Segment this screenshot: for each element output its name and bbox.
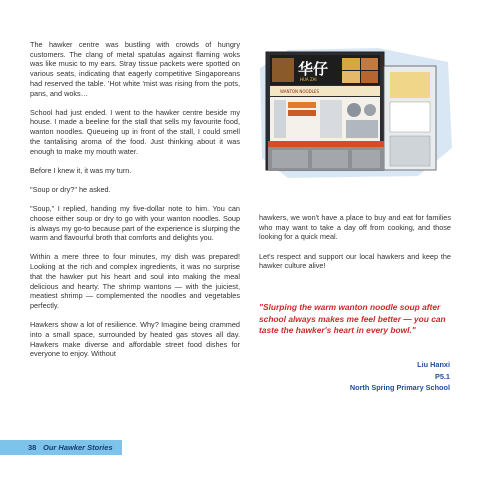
story-paragraph: Before I knew it, it was my turn.: [30, 165, 132, 175]
hawker-stall-illustration: [258, 28, 454, 180]
author-school: North Spring Primary School: [349, 383, 450, 392]
signboard-english: HUA ZAI: [300, 77, 317, 82]
author-name: Liu Hanxi: [417, 360, 450, 369]
story-paragraph: Within a mere three to four minutes, my dish was prepared! Looking at the rich and complex ingredients, it was no surprise that the hawker put his heart and soul into making the meal delicious and hearty. The shrimp wantons — with the juiciest, meatiest shrimp — complemented the noodles and vegetables perfectly.: [30, 252, 240, 310]
signboard-chinese: 华仔: [298, 60, 329, 78]
story-paragraph: Hawkers show a lot of resilience. Why? Imagine being crammed into a small space, surrounded by heated gas stoves all day. Hawkers make diverse and affordable street food dishes for everyone to enjoy. Without: [30, 320, 240, 359]
story-left-column: [30, 40, 240, 368]
story-paragraph: School had just ended. I went to the hawker centre beside my house. I made a beeline for the stall that sells my favourite food, wanton noodles. Queueing up in front of the stall, I could smell the tantalising aroma of the food. Just thinking about it was enough to make my mouth water.: [30, 107, 240, 156]
pull-quote: "Slurping the warm wanton noodle soup after school always makes me feel better — you can taste the hawker's heart in every bowl.": [259, 302, 446, 336]
story-right-column: [259, 213, 451, 281]
story-paragraph: Let's respect and support our local hawkers and keep the hawker culture alive!: [259, 251, 451, 271]
signboard-subtitle: WANTON NOODLES: [280, 89, 319, 94]
story-paragraph: "Soup," I replied, handing my five-dollar note to him. You can choose either soup or dry to go with your wanton noodles. Soup is always my go-to because part of the experience is slurping the warm and flavourful broth that comforts and delights you.: [30, 204, 240, 243]
footer-bar: [0, 440, 122, 455]
author-block: [250, 359, 450, 394]
book-title: Our Hawker Stories: [43, 443, 113, 452]
story-paragraph: "Soup or dry?" he asked.: [30, 184, 111, 194]
author-class: P5.1: [434, 371, 450, 381]
story-paragraph: The hawker centre was bustling with crowds of hungry customers. The clang of metal spatulas against flaming woks was like music to my ears. Stray tissue packets were spotted on various seats, indicating that eagerly competitive Singaporeans had reserved the table. 'Hot white 'mist was rising from the pots, pans, and woks…: [30, 40, 240, 98]
page-number: 38: [28, 443, 37, 452]
story-paragraph: hawkers, we won't have a place to buy and eat for families who may want to take a day off from cooking, and those looking for a quick meal.: [259, 213, 451, 242]
